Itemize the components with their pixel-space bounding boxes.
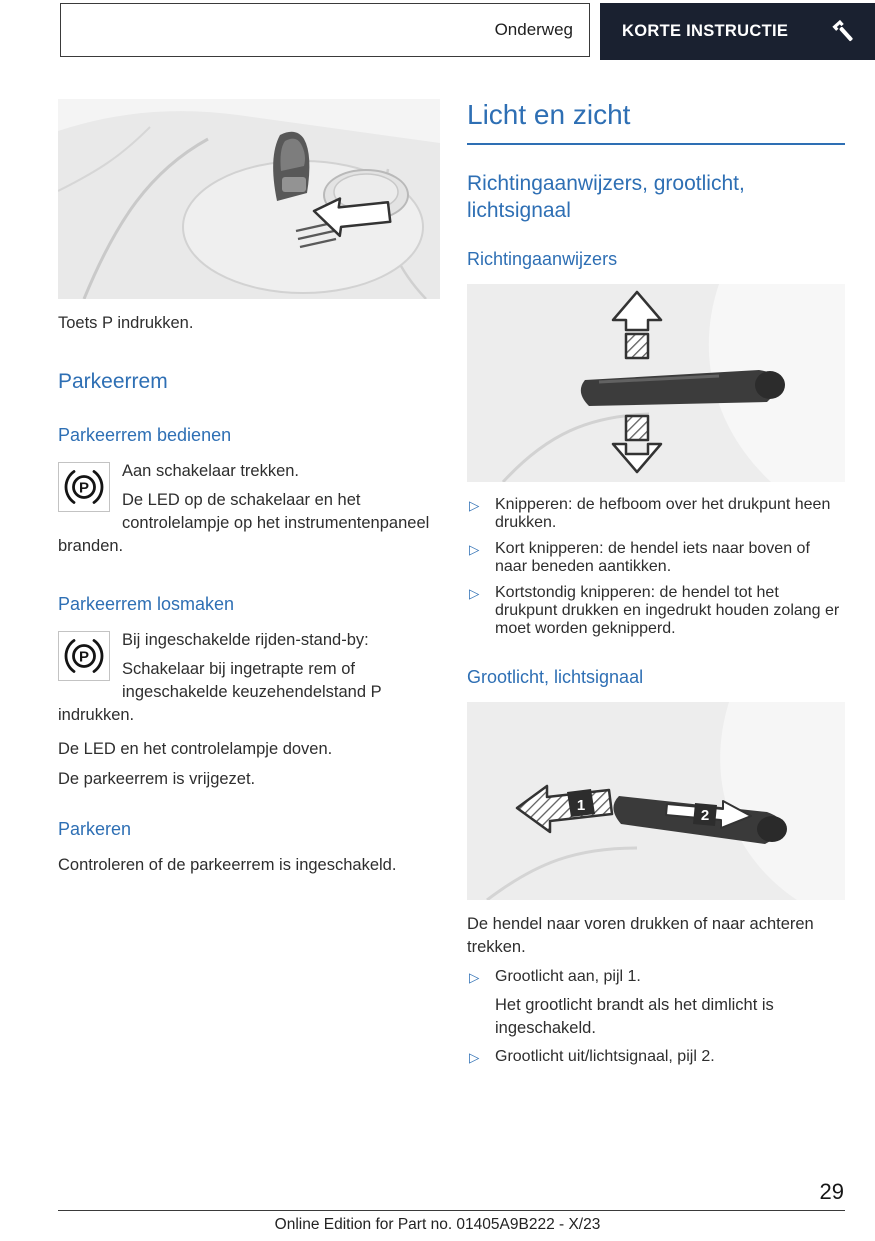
- list-item-text: Grootlicht aan, pijl 1.: [495, 968, 641, 986]
- heading-parkeerrem: Parkeerrem: [58, 369, 168, 393]
- list-item-text: Kort knipperen: de hendel iets naar boven of naar beneden aantikken.: [495, 539, 810, 575]
- heading-parkeerrem-losmaken: Parkeerrem losmaken: [58, 593, 235, 614]
- park-symbol: P: [78, 479, 90, 497]
- running-title-box: [60, 3, 590, 57]
- body-text: De LED op de schakelaar en het controlelampje op het instrumentenpaneel branden.: [58, 491, 430, 555]
- grootlicht-bullet-list-2: [467, 1048, 845, 1066]
- list-item-text: Knipperen: de hefboom over het drukpunt heen drukken.: [495, 495, 831, 531]
- gear-selector-figure: [58, 99, 440, 299]
- chapter-tab: [600, 3, 875, 60]
- heading-parkeren: Parkeren: [58, 819, 132, 840]
- heading-richtingaanwijzers: Richtingaanwijzers: [467, 248, 618, 269]
- richting-bullet-list: [467, 496, 845, 638]
- figure-caption: Toets P indrukken.: [58, 314, 194, 332]
- turn-signal-illustration: [467, 284, 845, 482]
- footer-edition-line: Online Edition for Part no. 01405A9B222 - X/23: [274, 1216, 601, 1233]
- high-beam-figure: [467, 702, 845, 900]
- parking-brake-icon: [58, 631, 110, 681]
- triangle-bullet-icon: ▷: [469, 497, 480, 513]
- wrench-icon: [829, 17, 859, 47]
- heading-parkeerrem-bedienen: Parkeerrem bedienen: [58, 424, 232, 445]
- page-content: [58, 99, 845, 1074]
- heading-grootlicht: Grootlicht, lichtsignaal: [467, 666, 644, 687]
- left-column: [58, 99, 440, 1074]
- park-symbol: P: [78, 648, 90, 666]
- heading-richting-group: Richtingaanwijzers, grootlicht, lichtsignaal: [467, 172, 745, 223]
- parkeerrem-bedienen-block: [58, 460, 440, 565]
- page-header: [0, 0, 875, 60]
- triangle-bullet-icon: ▷: [469, 1050, 480, 1065]
- footer-rule: [58, 1210, 845, 1211]
- list-item: [467, 584, 845, 638]
- right-column: [467, 99, 845, 1074]
- list-item: [467, 1048, 845, 1066]
- body-text: Aan schakelaar trekken.: [122, 461, 300, 480]
- chapter-title: KORTE INSTRUCTIE: [622, 22, 789, 40]
- body-text: Bij ingeschakelde rijden-stand-by:: [122, 630, 369, 649]
- body-text: Controleren of de parkeerrem is ingeschakeld.: [58, 856, 397, 875]
- triangle-bullet-icon: ▷: [469, 970, 480, 986]
- arrow-2-label: 2: [700, 806, 710, 824]
- parking-brake-icon: [58, 462, 110, 512]
- list-item-text: Kortstondig knipperen: de hendel tot het drukpunt drukken en ingedrukt houden zolang er moet worden geknipperd.: [495, 583, 840, 637]
- body-text: Schakelaar bij ingetrapte rem of ingeschakelde keuzehendelstand P indrukken.: [58, 660, 382, 724]
- high-beam-illustration: [467, 702, 845, 900]
- page-number: 29: [819, 1179, 844, 1204]
- body-text: De parkeerrem is vrijgezet.: [58, 769, 256, 788]
- parkeerrem-losmaken-block: [58, 629, 440, 734]
- arrow-1-label: 1: [576, 796, 586, 814]
- list-item: [467, 968, 845, 986]
- list-item-subtext: Het grootlicht brandt als het dimlicht is ingeschakeld.: [495, 996, 774, 1038]
- turn-signal-figure: [467, 284, 845, 482]
- body-text: De hendel naar voren drukken of naar achteren trekken.: [467, 914, 814, 956]
- triangle-bullet-icon: ▷: [469, 541, 480, 557]
- list-item: [467, 496, 845, 532]
- list-item-text: Grootlicht uit/lichtsignaal, pijl 2.: [495, 1048, 715, 1065]
- running-title: Onderweg: [494, 20, 573, 39]
- triangle-bullet-icon: ▷: [469, 585, 480, 601]
- gear-selector-illustration: [58, 99, 440, 299]
- section-title: Licht en zicht: [467, 99, 845, 145]
- grootlicht-bullet-list: [467, 968, 845, 986]
- body-text: De LED en het controlelampje doven.: [58, 739, 333, 758]
- list-item: [467, 540, 845, 576]
